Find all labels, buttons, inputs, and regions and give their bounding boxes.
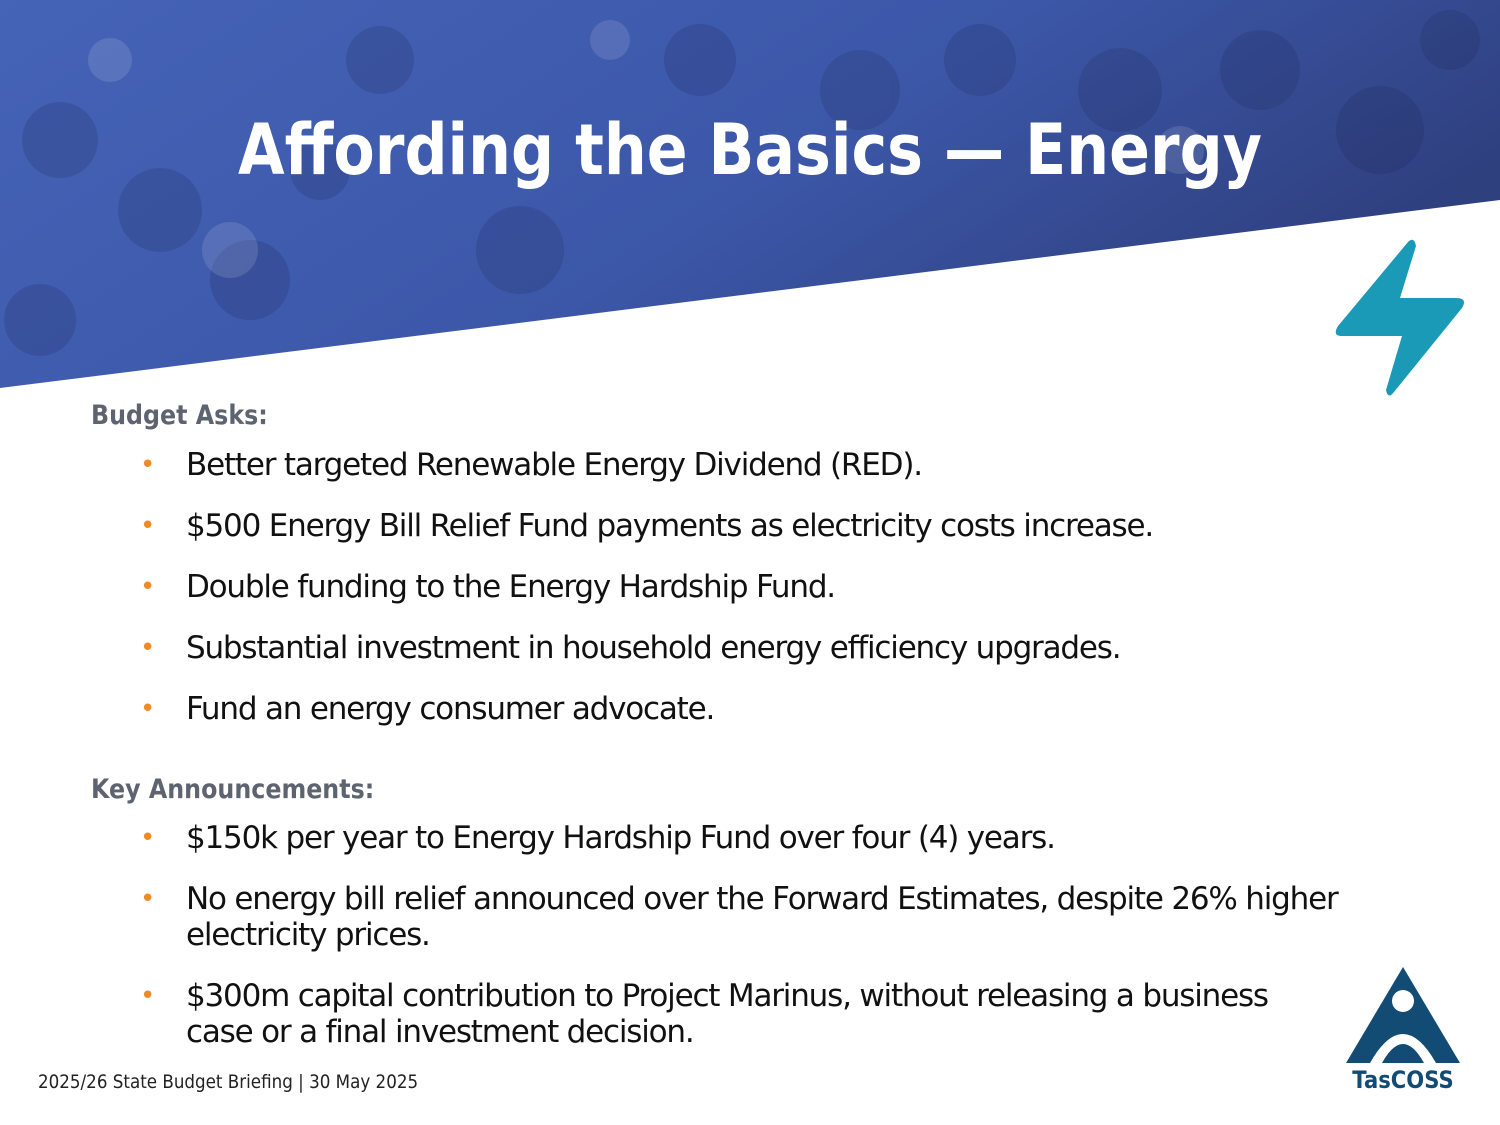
bullet-icon: • [140, 981, 156, 1011]
list-item: • Better targeted Renewable Energy Dividend (RED). [140, 447, 922, 483]
bullet-icon: • [140, 633, 156, 663]
slide-title: Affording the Basics — Energy [238, 109, 1262, 191]
bullet-icon: • [140, 823, 156, 853]
bullet-icon: • [140, 511, 156, 541]
lightning-bolt-icon [1330, 236, 1470, 398]
list-item: • $300m capital contribution to Project Marinus, without releasing a business case or a final investment decision. [140, 978, 1268, 1050]
footer-text: 2025/26 State Budget Briefing | 30 May 2025 [38, 1071, 419, 1093]
bullet-icon: • [140, 572, 156, 602]
bullet-icon: • [140, 694, 156, 724]
list-item: • No energy bill relief announced over the Forward Estimates, despite 26% higher electricity prices. [140, 881, 1338, 953]
list-item: • $500 Energy Bill Relief Fund payments as electricity costs increase. [140, 508, 1153, 544]
bullet-icon: • [140, 450, 156, 480]
list-item: • Double funding to the Energy Hardship Fund. [140, 569, 835, 605]
budget-asks-heading: Budget Asks: [91, 400, 268, 431]
key-announcements-list [140, 820, 1370, 1050]
header-background [0, 0, 1500, 392]
logo-text: TasCOSS [1352, 1066, 1454, 1094]
budget-asks-list [140, 447, 1370, 727]
key-announcements-heading: Key Announcements: [91, 774, 375, 805]
header-banner [0, 0, 1500, 392]
bullet-icon: • [140, 884, 156, 914]
list-item: • Substantial investment in household energy efficiency upgrades. [140, 630, 1121, 666]
list-item: • Fund an energy consumer advocate. [140, 691, 715, 727]
list-item: • $150k per year to Energy Hardship Fund over four (4) years. [140, 820, 1055, 856]
